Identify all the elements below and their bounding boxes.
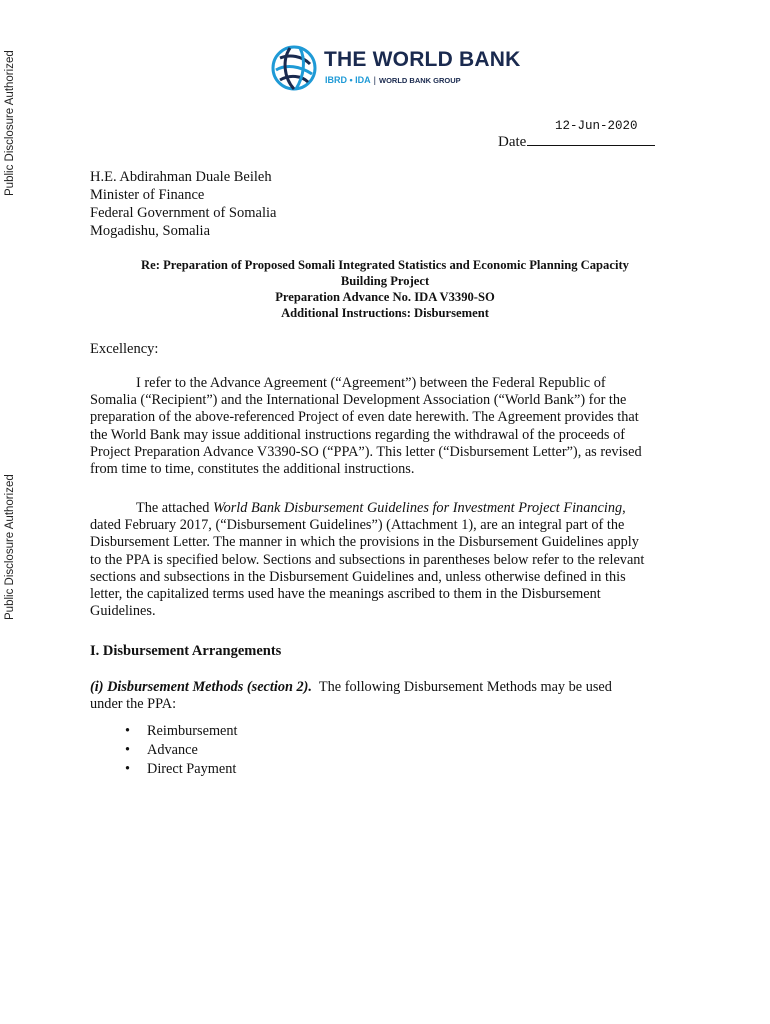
methods-list [125, 722, 238, 779]
address-line: Federal Government of Somalia [90, 205, 277, 221]
subsection-line [90, 679, 680, 696]
globe-icon [270, 44, 318, 92]
subject-line: Additional Instructions: Disbursement [281, 306, 489, 320]
paragraph-line: Disbursement Letter. The manner in which the provisions in the Disbursement Guidelines apply [90, 534, 639, 551]
paragraph-agreement [90, 375, 680, 478]
paragraph-line: from time to time, constitutes the additional instructions. [90, 461, 415, 478]
logo-name: THE WORLD BANK [324, 48, 521, 71]
paragraph-guidelines [90, 500, 680, 620]
recipient-address [90, 168, 276, 240]
paragraph-line: letter, the capitalized terms used have the meanings ascribed to them in the Disbursement [90, 586, 601, 603]
list-item [125, 741, 238, 760]
text-run: The following Disbursement Methods may be used [312, 679, 612, 695]
subject-line: Re: Preparation of Proposed Somali Integrated Statistics and Economic Planning Capacity [141, 258, 629, 272]
paragraph-line: preparation of the above-referenced Project of even date herewith. The Agreement provides that [90, 409, 639, 426]
paragraph-line: I refer to the Advance Agreement (“Agreement”) between the Federal Republic of [136, 375, 606, 391]
paragraph-line [90, 500, 680, 517]
paragraph-line: sections and subsections in the Disbursement Guidelines and, unless otherwise defined in this [90, 568, 626, 585]
text-run: , [622, 500, 626, 516]
subsection-line: under the PPA: [90, 696, 177, 713]
bullet: • [125, 742, 131, 758]
date-label: Date [498, 134, 527, 150]
method-label: Advance [147, 742, 198, 758]
subject-block [90, 257, 680, 321]
paragraph-line: Guidelines. [90, 603, 156, 620]
date-line [498, 132, 655, 151]
list-item [125, 722, 238, 741]
method-label: Reimbursement [147, 723, 238, 739]
subject-line: Building Project [340, 274, 430, 288]
paragraph-line: the World Bank may issue additional instructions regarding the withdrawal of the proceeds of [90, 426, 625, 443]
paragraph-line: dated February 2017, (“Disbursement Guidelines”) (Attachment 1), are an integral part of the [90, 517, 625, 534]
logo-group: WORLD BANK GROUP [379, 76, 461, 85]
address-line: H.E. Abdirahman Duale Beileh [90, 169, 272, 185]
address-line: Mogadishu, Somalia [90, 223, 211, 239]
subject-line: Preparation Advance No. IDA V3390-SO [275, 290, 495, 304]
paragraph-line: to the PPA is specified below. Sections and subsections in parentheses below refer to the relevant [90, 551, 645, 568]
method-label: Direct Payment [147, 761, 237, 777]
address-line: Minister of Finance [90, 187, 205, 203]
greeting: Excellency: [90, 341, 159, 357]
date-blank-line [527, 132, 655, 146]
public-disclosure-label: Public Disclosure Authorized [4, 50, 16, 196]
bullet: • [125, 761, 131, 777]
world-bank-logo [270, 42, 521, 96]
logo-separator: | [373, 75, 376, 85]
public-disclosure-label: Public Disclosure Authorized [4, 474, 16, 620]
subsection-methods [90, 679, 680, 713]
subsection-title: (i) Disbursement Methods (section 2). [90, 679, 312, 695]
paragraph-line: Project Preparation Advance V3390-SO (“PPA”). This letter (“Disbursement Letter”), as revised [90, 443, 642, 460]
guidelines-title: World Bank Disbursement Guidelines for Investment Project Financing [213, 500, 623, 516]
logo-subtitle [325, 75, 461, 85]
paragraph-line: Somalia (“Recipient”) and the International Development Association (“World Bank”) for the [90, 392, 627, 409]
logo-ibrd-ida: IBRD • IDA [325, 75, 371, 85]
bullet: • [125, 723, 131, 739]
section-heading: I. Disbursement Arrangements [90, 643, 282, 659]
stamp-date: 12-Jun-2020 [555, 119, 638, 133]
list-item [125, 760, 238, 779]
text-run: The attached [136, 500, 213, 516]
